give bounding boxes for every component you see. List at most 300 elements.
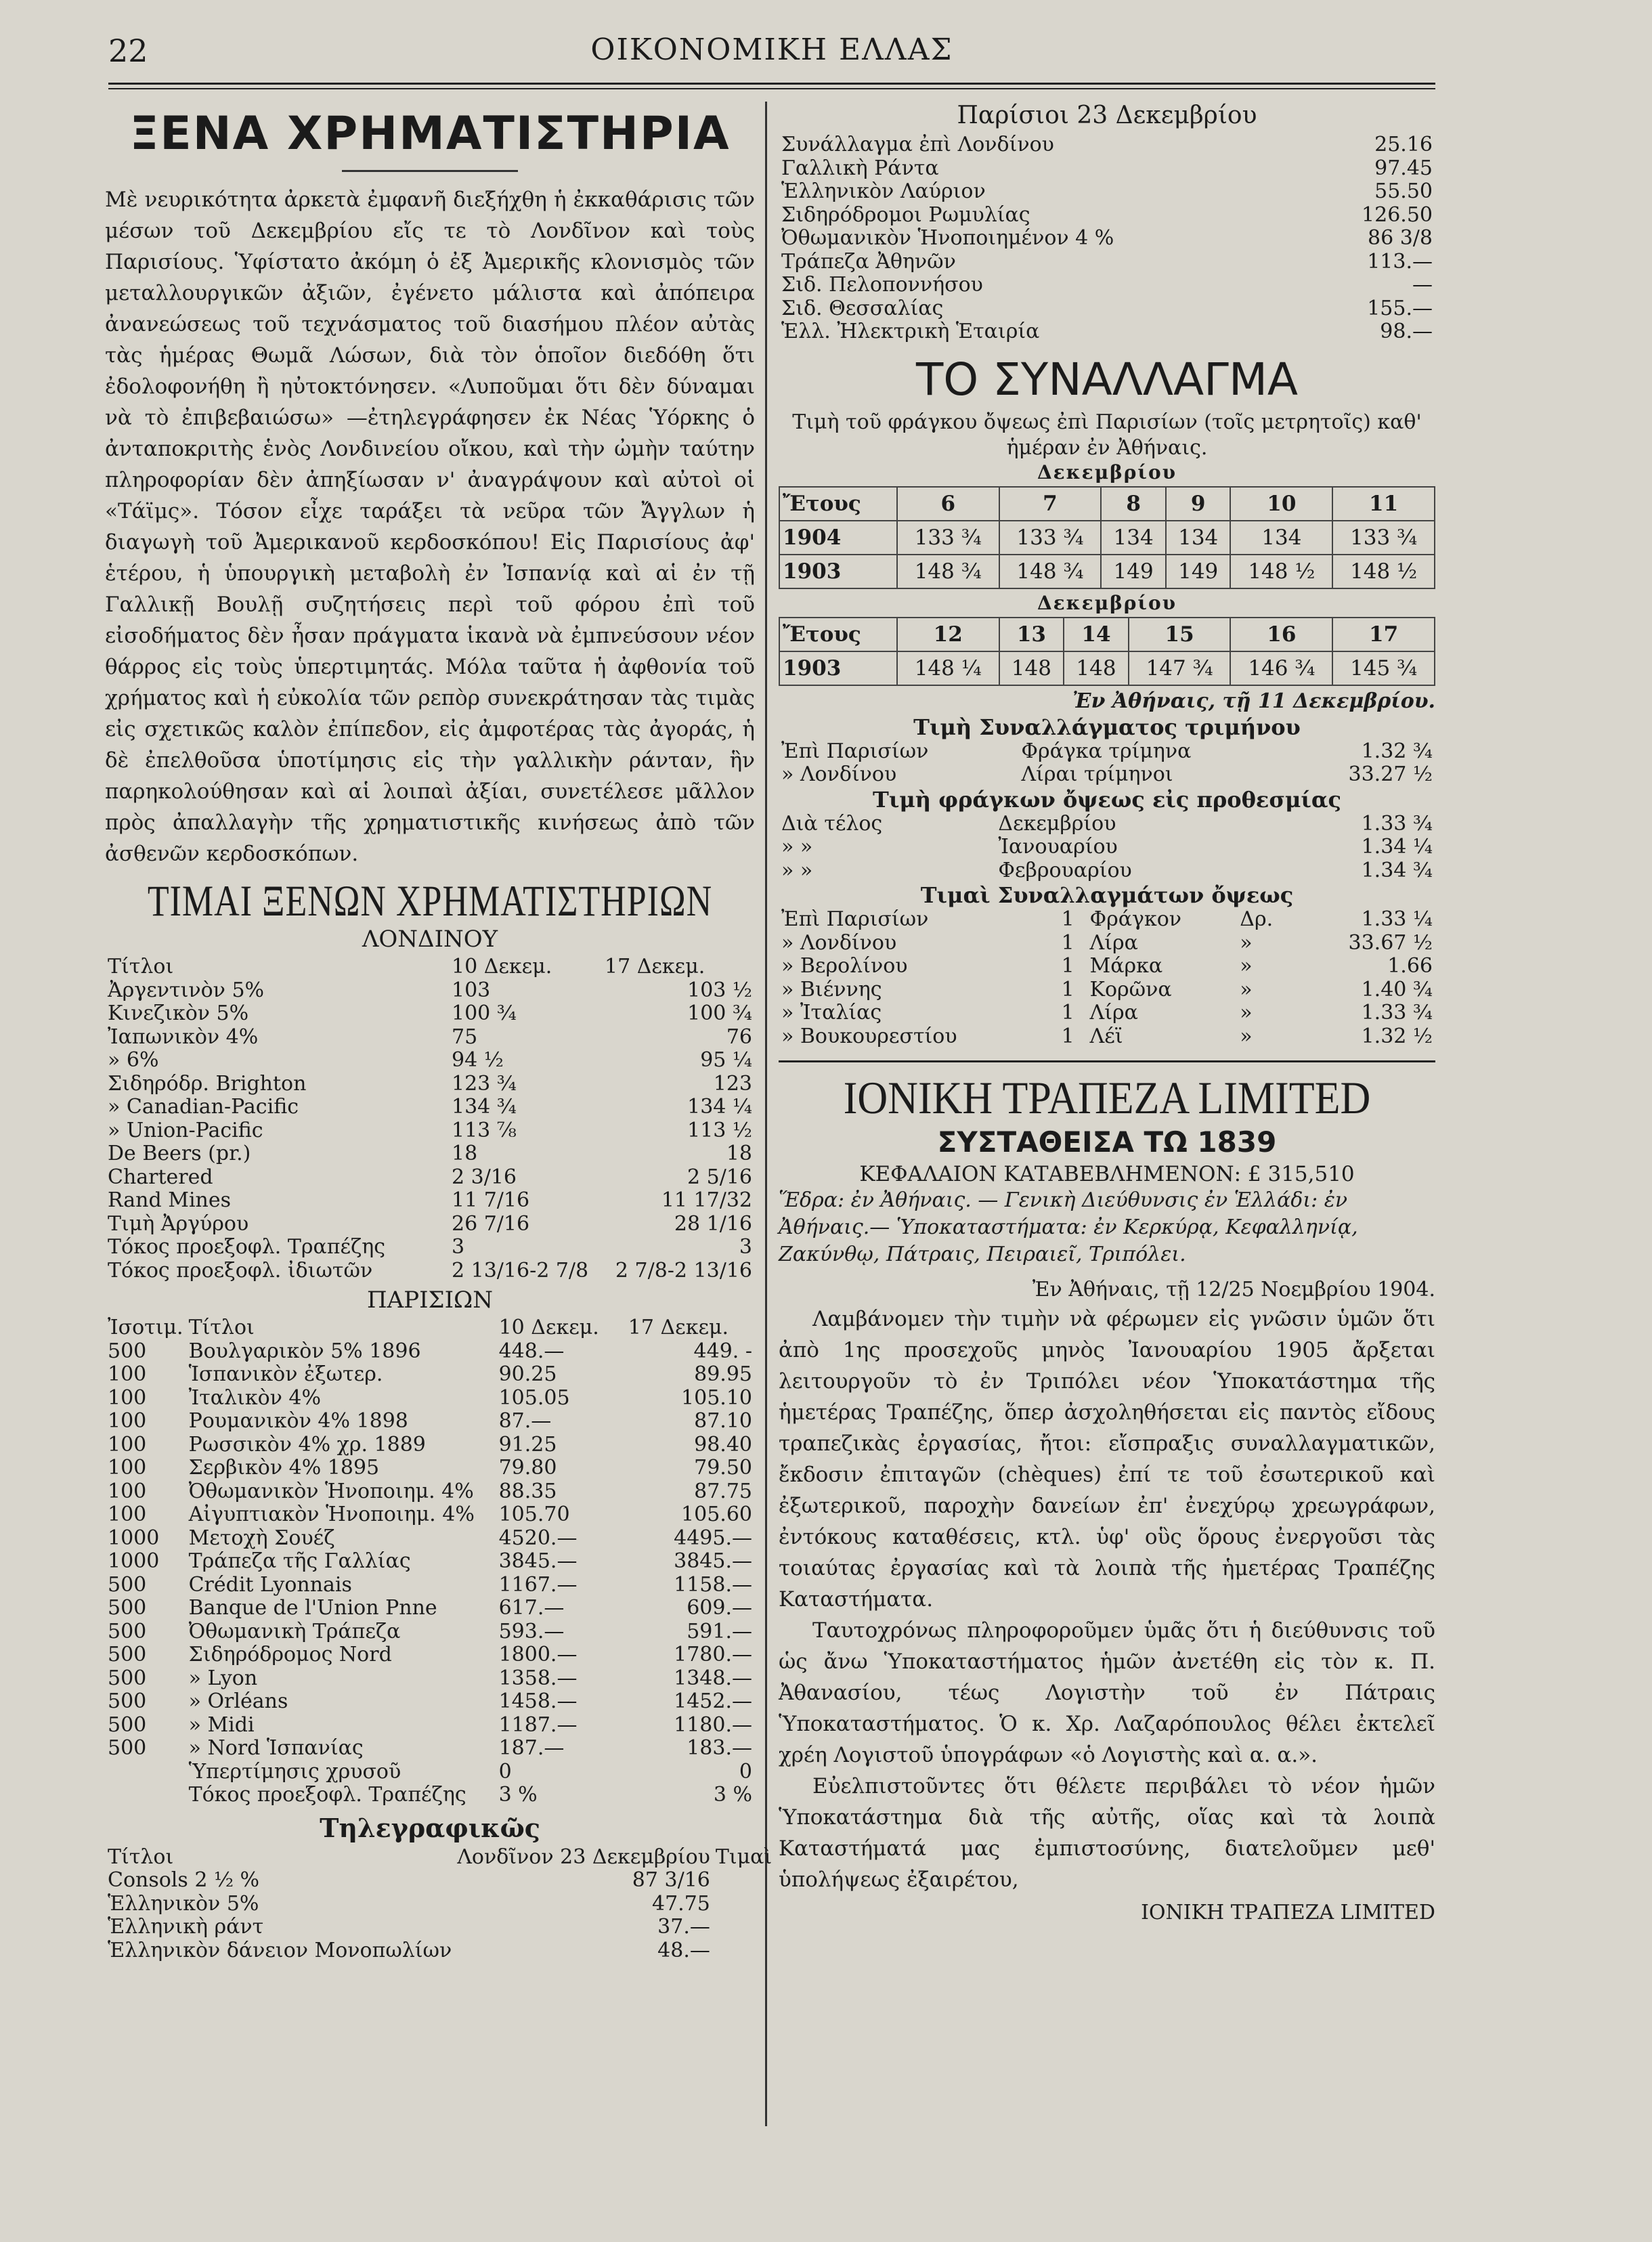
year-label: Ἔτους	[779, 487, 897, 521]
exchange-table-2	[779, 617, 1435, 686]
sight-cell: Δρ.	[1240, 907, 1274, 931]
paris23-row	[779, 227, 1435, 251]
paris-title: ΠΑΡΙΣΙΩΝ	[367, 1287, 493, 1314]
sight-row	[779, 932, 1435, 955]
sight-cell: Κορῶνα	[1089, 977, 1172, 1001]
paris23-cell: Ἑλλ. Ἠλεκτρικὴ Ἑταιρία	[781, 320, 1040, 343]
forward-cell: » »	[781, 835, 813, 859]
london-row	[105, 1073, 755, 1096]
london-cell: Ἰαπωνικὸν 4%	[108, 1025, 259, 1049]
rate-cell: 146 ¾	[1230, 651, 1332, 685]
bank-seat: Ἕδρα: ἐν Ἀθήναις. — Γενικὴ Διεύθυνσις ἐν Ἑλλάδι: ἐν Ἀθήναις.— Ὑποκαταστήματα: ἐν Κερκύρᾳ, Κεφαλληνίᾳ, Ζακύνθῳ, Πάτραις, Πειραιεῖ, Τριπόλει.	[779, 1188, 1358, 1266]
london-cell: 75	[452, 1025, 478, 1049]
rate-cell: 149	[1166, 555, 1231, 588]
paris-cell: 100	[108, 1503, 147, 1526]
paris23-row	[779, 297, 1435, 321]
rate-cell: 148 ¾	[897, 555, 999, 588]
sight-row	[779, 1025, 1435, 1049]
article-body: Μὲ νευρικότητα ἀρκετὰ ἐμφανῆ διεξήχθη ἡ ἐκκαθάρισις τῶν μέσων τοῦ Δεκεμβρίου εἴς τε τὸ Λονδῖνον καὶ τοὺς Παρισίους. Ὑφίστατο ἀκόμη ὁ ἐξ Ἀμερικῆς κλονισμὸς τῶν μεταλλουργικῶν ἀξιῶν, ἐγένετο μάλιστα καὶ ἀπόπειρα ἀνανεώσεως τοῦ τεχνάσματος τοῦ διασήμου πλέον αὐτὰς τὰς ἡμέρας Θωμᾶ Λώσων, διὰ τὸν ὁποῖον διεδόθη ὅτι ἐδολοφονήθη ἢ ηὐτοκτόνησεν. «Λυποῦμαι ὅτι δὲν δύναμαι νὰ τὸ ἐπιβεβαιώσω» —ἐτηλεγράφησεν ἐκ Νέας Ὑόρκης ὁ ἀνταποκριτὴς ἑνὸς Λονδινείου οἴκου, καὶ τὴν ὠμὴν ταύτην πληροφορίαν δὲν ἀπηξίωσαν ν' ἀναγράψουν καὶ αὐτοὶ οἱ «Τάϊμς». Τόσον εἶχε ταράξει τὰ νεῦρα τῶν Ἄγγλων ἡ διαγωγὴ τοῦ Ἀμερικανοῦ κερδοσκόπου! Εἰς Παρισίους ἀφ' ἑτέρου, ἡ ὑπουργικὴ μεταβολὴ ἐν Ἰσπανίᾳ καὶ αἱ ἐν τῇ Γαλλικῇ Βουλῇ συζητήσεις περὶ τοῦ φόρου ἐπὶ τοῦ εἰσοδήματος δὲν ἦσαν πράγματα ἱκανὰ νὰ ἐμπνεύσουν νέον θάρρος εἰς τοὺς ὑπερτιμητάς. Μόλα ταῦτα ἡ ἀφθονία τοῦ χρήματος καὶ ἡ εὐκολία τῶν ρεπὸρ συνεκράτησαν τὰς τιμὰς εἰς σχετικῶς καλὸν ἐπίπεδον, εἰς ἀμφοτέρας τὰς ἀγοράς, ἡ δὲ ἐπελθοῦσα ὑποτίμησις εἰς τὴν γαλλικὴν ράνταν, ἣν παρηκολούθησαν καὶ αἱ λοιπαὶ ἀξίαι, συνετέλεσε μᾶλλον πρὸς ἀπαλλαγὴν τῆς χρηματιστικῆς κινήσεως ἀπὸ τῶν ἀσθενῶν κερδοσκόπων.	[105, 188, 755, 866]
london-row	[105, 1236, 755, 1259]
paris-cell: 1780.—	[674, 1643, 752, 1666]
day-header: 11	[1332, 487, 1435, 521]
paris23-row	[779, 204, 1435, 228]
paris-cell: Crédit Lyonnais	[188, 1572, 352, 1597]
paris-cell	[105, 1784, 186, 1807]
paris23-cell: Γαλλικὴ Ράντα	[781, 156, 939, 180]
london-cell: 134 ¾	[452, 1095, 517, 1119]
telegraph-table	[105, 1846, 775, 1963]
paris-row	[105, 1503, 755, 1527]
paris-cell: 591.—	[687, 1619, 752, 1643]
paris-row	[105, 1620, 755, 1644]
paris-cell: 183.—	[687, 1736, 752, 1760]
sight-row	[779, 908, 1435, 932]
paris-cell: Μετοχὴ Σουέζ	[188, 1526, 335, 1550]
london-row	[105, 1049, 755, 1073]
rate-cell: 148	[1064, 651, 1129, 685]
s3-table	[779, 908, 1435, 1048]
s3-title: Τιμαὶ Συναλλαγμάτων ὄψεως	[920, 882, 1294, 908]
paris-cell: Ἰταλικὸν 4%	[188, 1385, 322, 1410]
sight-cell: 1	[1061, 1001, 1074, 1025]
exchange-header-row	[779, 487, 1435, 521]
paris23-title: Παρίσιοι 23 Δεκεμβρίου	[957, 102, 1257, 129]
sight-cell: » Ἰταλίας	[781, 1001, 882, 1025]
paris-cell: 500	[108, 1572, 147, 1597]
paris-row	[105, 1667, 755, 1691]
london-table	[105, 955, 755, 1282]
header-rule	[108, 83, 1435, 85]
london-cell: 3	[452, 1235, 465, 1259]
paris-cell: 100	[108, 1432, 147, 1457]
paris-cell: 89.95	[694, 1362, 752, 1386]
paris-header	[105, 1316, 755, 1340]
paris-cell: 500	[108, 1339, 147, 1363]
sight-cell: 1.33 ¼	[1361, 907, 1433, 931]
paris-row	[105, 1363, 755, 1387]
sight-cell: »	[1240, 954, 1253, 978]
rate-cell: 148 ¼	[897, 651, 999, 685]
paris-cell: 1180.—	[674, 1712, 752, 1737]
paris-cell: 79.80	[498, 1456, 557, 1480]
telegraph-cell: Consols 2 ½ %	[108, 1868, 260, 1892]
page-header	[108, 33, 1435, 87]
three-month-row	[779, 740, 1435, 764]
rate-cell: 148 ½	[1230, 555, 1332, 588]
telegraph-row	[105, 1939, 775, 1963]
prices-title: ΤΙΜΑΙ ΞΕΝΩΝ ΧΡΗΜΑΤΙΣΤΗΡΙΩΝ	[147, 877, 713, 926]
rate-cell: 147 ¾	[1129, 651, 1231, 685]
london-cell: 28 1/16	[674, 1211, 752, 1236]
london-row	[105, 1142, 755, 1166]
sight-cell: Μάρκα	[1089, 954, 1163, 978]
three-month-cell: » Λονδίνου	[781, 762, 897, 786]
title-rule	[342, 170, 518, 172]
sight-cell: 33.67 ½	[1348, 930, 1433, 955]
s2-table	[779, 813, 1435, 883]
rate-cell: 149	[1101, 555, 1166, 588]
paris-table	[105, 1316, 755, 1807]
paris-cell: 500	[108, 1736, 147, 1760]
london-cell: Τόκος προεξοφλ. Τραπέζης	[108, 1235, 386, 1259]
forward-cell: Διὰ τέλος	[781, 811, 883, 836]
paris-row	[105, 1761, 755, 1784]
day-header: 12	[897, 618, 999, 651]
paris-cell: 91.25	[498, 1432, 557, 1457]
paris23-cell: 126.50	[1362, 202, 1433, 227]
london-cell: » Canadian-Pacific	[108, 1095, 299, 1119]
sight-cell: Φράγκον	[1089, 907, 1181, 931]
rate-cell: 133 ¾	[897, 521, 999, 555]
paris-h-17: 17 Δεκεμ.	[628, 1316, 729, 1339]
london-cell: 76	[726, 1025, 752, 1049]
paris-cell: 500	[108, 1643, 147, 1666]
paris-cell: 79.50	[694, 1456, 752, 1480]
paris-cell: 500	[108, 1666, 147, 1690]
paris-cell: 90.25	[498, 1362, 557, 1386]
telegraph-cell: Ἑλληνικὸν δάνειον Μονοπωλίων	[108, 1938, 452, 1962]
london-row	[105, 1096, 755, 1119]
telegraph-h-london: Λονδῖνον 23 Δεκεμβρίου	[457, 1845, 710, 1869]
sight-cell: 1	[1061, 977, 1074, 1001]
exchange-title: ΤΟ ΣΥΝΑΛΛΑΓΜΑ	[915, 353, 1299, 406]
day-header: 6	[897, 487, 999, 521]
paris-cell: 593.—	[498, 1619, 565, 1643]
paris-h-10: 10 Δεκεμ.	[498, 1316, 599, 1339]
paris-cell: 105.60	[681, 1503, 752, 1526]
bank-para-2: Ταυτοχρόνως πληροφοροῦμεν ὑμᾶς ὅτι ἡ διεύθυνσις τοῦ ὡς ἄνω Ὑποκαταστήματος ἡμῶν ἀνετέθη εἰς τὸν κ. Π. Ἀθανασίου, τέως Λογιστὴν τοῦ ἐν Πάτραις Ὑποκαταστήματος. Ὁ κ. Χρ. Λαζαρόπουλος θέλει ἐκτελεῖ χρέη Λογιστοῦ ὑπογράφων «ὁ Λογιστὴς καὶ α. α.».	[779, 1618, 1435, 1767]
paris-cell: Τράπεζα τῆς Γαλλίας	[188, 1549, 411, 1573]
paris23-cell: 98.—	[1380, 320, 1433, 343]
paris-cell: Ὀθωμανικὸν Ἡνοποιημ. 4%	[188, 1479, 474, 1503]
paris-row	[105, 1480, 755, 1504]
london-cell: 95 ¼	[700, 1048, 752, 1072]
london-cell: 100 ¾	[452, 1001, 517, 1025]
sight-cell: 1	[1061, 1024, 1074, 1048]
paris-cell: Τόκος προεξοφλ. Τραπέζης	[188, 1783, 466, 1807]
three-month-cell: 1.32 ¾	[1361, 739, 1433, 763]
paris-row	[105, 1574, 755, 1597]
day-header: 17	[1332, 618, 1435, 651]
paris-cell: » Midi	[188, 1712, 255, 1737]
paris23-cell: Σιδ. Πελοποννήσου	[781, 273, 983, 297]
header-rule-2	[108, 88, 1435, 89]
rate-cell: 133 ¾	[999, 521, 1102, 555]
paris-cell: 98.40	[694, 1432, 752, 1457]
paris-cell: 1158.—	[674, 1572, 752, 1597]
paris-cell: 105.70	[498, 1503, 570, 1526]
sight-cell: »	[1240, 1024, 1253, 1048]
exchange-header-row	[779, 618, 1435, 651]
london-cell: 103	[452, 978, 491, 1002]
sight-cell: 1	[1061, 954, 1074, 978]
london-row	[105, 1002, 755, 1026]
bank-para-3: Εὐελπιστοῦντες ὅτι θέλετε περιβάλει τὸ νέον ἡμῶν Ὑποκατάστημα διὰ τῆς αὐτῆς, οἵας καὶ τὰ λοιπὰ Καταστήματά μας ἐμπιστοσύνης, διατελοῦμεν μεθ' ὑπολήψεως ἐξαιρέτου,	[779, 1774, 1435, 1892]
paris-row	[105, 1714, 755, 1738]
paris-cell: 448.—	[498, 1339, 565, 1363]
three-month-row	[779, 763, 1435, 787]
sight-cell: » Βουκουρεστίου	[781, 1024, 957, 1048]
three-month-cell: Ἐπὶ Παρισίων	[781, 739, 929, 763]
london-h-title: Τίτλοι	[108, 955, 174, 978]
london-cell: » Union-Pacific	[108, 1118, 263, 1142]
paris23-cell: Σιδ. Θεσσαλίας	[781, 296, 944, 320]
exchange-row	[779, 521, 1435, 555]
london-cell: Κινεζικὸν 5%	[108, 1001, 249, 1025]
london-row	[105, 1166, 755, 1190]
paris23-cell: 86 3/8	[1368, 226, 1433, 250]
paris-cell	[105, 1761, 186, 1784]
paris-cell: Banque de l'Union Pnne	[188, 1596, 437, 1620]
sight-cell: 1.40 ¾	[1361, 977, 1433, 1001]
paris-row	[105, 1737, 755, 1761]
paris-cell: Σιδηρόδρομος Nord	[188, 1643, 392, 1666]
forward-row	[779, 813, 1435, 836]
london-row	[105, 1189, 755, 1213]
paris-cell: 617.—	[498, 1596, 565, 1620]
london-cell: 3	[739, 1235, 752, 1259]
telegraph-header	[105, 1846, 775, 1870]
forward-cell: Φεβρουαρίου	[998, 858, 1132, 882]
bank-capital: ΚΕΦΑΛΑΙΟΝ ΚΑΤΑΒΕΒΛΗΜΕΝΟΝ: £ 315,510	[859, 1162, 1355, 1186]
paris23-cell: —	[1412, 273, 1433, 297]
paris-cell: 4520.—	[498, 1526, 578, 1550]
paris23-cell: Ὀθωμανικὸν Ἡνοποιημένον 4 %	[781, 226, 1114, 250]
day-header: 14	[1064, 618, 1129, 651]
paris23-cell: Ἑλληνικὸν Λαύριον	[781, 179, 986, 203]
athens-dateline: Ἐν Ἀθήναις, τῇ 11 Δεκεμβρίου.	[1072, 689, 1435, 713]
paris-cell: 1000	[108, 1526, 160, 1550]
paris-cell: 187.—	[498, 1736, 565, 1760]
paris-cell: 3 %	[713, 1783, 752, 1807]
paris-row	[105, 1527, 755, 1551]
sight-cell: »	[1240, 930, 1253, 955]
paris-cell: 100	[108, 1479, 147, 1503]
paris23-row	[779, 180, 1435, 204]
paris-cell: » Nord Ἱσπανίας	[188, 1736, 364, 1760]
paris-cell: 0	[498, 1759, 512, 1784]
london-cell: 18	[726, 1142, 752, 1165]
telegraph-cell: 47.75	[651, 1891, 710, 1916]
sight-cell: »	[1240, 977, 1253, 1001]
exchange-row	[779, 651, 1435, 685]
london-row	[105, 1119, 755, 1143]
three-month-cell: Φράγκα τρίμηνα	[1021, 739, 1192, 763]
telegraph-cell: 87 3/16	[632, 1868, 710, 1892]
london-cell: 94 ½	[452, 1048, 504, 1072]
london-row	[105, 979, 755, 1003]
paris23-row	[779, 157, 1435, 181]
section-title: ΞΕΝΑ ΧΡΗΜΑΤΙΣΤΗΡΙΑ	[129, 107, 731, 160]
day-header: 16	[1230, 618, 1332, 651]
paris-h-title: Τίτλοι	[188, 1316, 255, 1339]
telegraph-title: Τηλεγραφικῶς	[320, 1812, 540, 1843]
paris-cell: 1348.—	[674, 1666, 752, 1690]
telegraph-h-title: Τίτλοι	[108, 1845, 174, 1869]
paris-row	[105, 1597, 755, 1620]
rate-cell: 145 ¾	[1332, 651, 1435, 685]
sight-cell: 1	[1061, 907, 1074, 931]
london-cell: Ἀργεντινὸν 5%	[108, 978, 265, 1002]
forward-cell: Ἰανουαρίου	[998, 835, 1118, 859]
london-cell: 123	[713, 1071, 752, 1096]
sight-cell: Λίρα	[1089, 1001, 1138, 1025]
paris23-cell: 55.50	[1374, 179, 1433, 203]
telegraph-cell: 48.—	[657, 1938, 710, 1962]
paris23-cell: 97.45	[1374, 156, 1433, 180]
paris-cell: 609.—	[687, 1596, 752, 1620]
day-header: 10	[1230, 487, 1332, 521]
day-header: 7	[999, 487, 1102, 521]
year-cell: 1903	[779, 651, 897, 685]
london-cell: Chartered	[108, 1165, 213, 1189]
london-cell: 103 ½	[687, 978, 752, 1002]
bank-founded: ΣΥΣΤΑΘΕΙΣΑ ΤΩ 1839	[937, 1125, 1277, 1159]
telegraph-cell: Ἑλληνικὴ ράντ	[108, 1915, 264, 1939]
paris-cell: 100	[108, 1362, 147, 1386]
paris-row	[105, 1643, 755, 1667]
telegraph-row	[105, 1916, 775, 1939]
paris-cell: 1458.—	[498, 1689, 578, 1713]
paris-cell: Ὀθωμανικὴ Τράπεζα	[188, 1619, 401, 1643]
bank-rule	[779, 1060, 1435, 1062]
london-cell: » 6%	[108, 1048, 159, 1072]
paris-cell: 1187.—	[498, 1712, 578, 1737]
london-cell: 113 ⅞	[452, 1118, 517, 1142]
telegraph-h-prices: Τιμαὶ	[715, 1845, 773, 1869]
london-h-10: 10 Δεκεμ.	[452, 955, 552, 978]
three-month-cell: Λίραι τρίμηνοι	[1021, 762, 1173, 786]
london-cell: 2 7/8-2 13/16	[615, 1258, 752, 1282]
page-number: 22	[108, 33, 148, 69]
sight-cell: 1.32 ½	[1361, 1024, 1433, 1048]
london-cell: 134 ¼	[687, 1095, 752, 1119]
paris-h-parity: Ἰσοτιμ.	[108, 1316, 183, 1339]
paris-cell: Ὑπερτίμησις χρυσοῦ	[188, 1759, 401, 1784]
paris-row	[105, 1457, 755, 1480]
paris-cell: 105.10	[681, 1385, 752, 1410]
sight-cell: Λίρα	[1089, 930, 1138, 955]
paris23-row	[779, 251, 1435, 274]
rate-cell: 148 ¾	[999, 555, 1102, 588]
paris-cell: 4495.—	[674, 1526, 752, 1550]
forward-cell: » »	[781, 858, 813, 882]
rate-cell: 148 ½	[1332, 555, 1435, 588]
london-cell: 113 ½	[687, 1118, 752, 1142]
paris-cell: » Lyon	[188, 1666, 258, 1690]
paris-cell: 1000	[108, 1549, 160, 1573]
london-cell: 2 13/16-2 7/8	[452, 1258, 589, 1282]
paris-cell: 449. -	[693, 1339, 752, 1363]
day-header: 9	[1166, 487, 1231, 521]
forward-cell: Δεκεμβρίου	[998, 811, 1116, 836]
rate-cell: 134	[1166, 521, 1231, 555]
year-cell: 1903	[779, 555, 897, 588]
london-cell: Τιμὴ Ἀργύρου	[108, 1211, 249, 1236]
paris23-cell: Σιδηρόδρομοι Ρωμυλίας	[781, 202, 1030, 227]
paris-row	[105, 1690, 755, 1714]
rate-cell: 134	[1101, 521, 1166, 555]
sight-cell: 1.66	[1387, 954, 1433, 978]
london-cell: Τόκος προεξοφλ. ἰδιωτῶν	[108, 1258, 373, 1282]
paris-cell: 1452.—	[674, 1689, 752, 1713]
sight-cell: » Λονδίνου	[781, 930, 897, 955]
right-column	[779, 102, 1435, 1926]
exchange-row	[779, 555, 1435, 588]
forward-cell: 1.34 ¼	[1361, 835, 1433, 859]
paris-cell: 105.05	[498, 1385, 570, 1410]
sight-cell: Ἐπὶ Παρισίων	[781, 907, 929, 931]
london-cell: 2 5/16	[687, 1165, 752, 1189]
forward-cell: 1.34 ¾	[1361, 858, 1433, 882]
bank-title: ΙΟΝΙΚΗ ΤΡΑΠΕΖΑ LIMITED	[843, 1073, 1371, 1124]
paris23-row	[779, 274, 1435, 297]
paris-cell: 500	[108, 1596, 147, 1620]
paris-cell: 500	[108, 1689, 147, 1713]
sight-row	[779, 978, 1435, 1002]
day-header: 8	[1101, 487, 1166, 521]
paris23-cell: 155.—	[1367, 296, 1433, 320]
telegraph-cell: Ἑλληνικὸν 5%	[108, 1891, 259, 1916]
rate-cell: 148	[999, 651, 1064, 685]
paris-cell: Ρωσσικὸν 4% χρ. 1889	[188, 1432, 426, 1457]
paris23-cell: Συνάλλαγμα ἐπὶ Λονδίνου	[781, 133, 1054, 156]
exchange-table-1	[779, 486, 1435, 589]
day-header: 15	[1129, 618, 1231, 651]
paris-cell: 1800.—	[498, 1643, 578, 1666]
year-cell: 1904	[779, 521, 897, 555]
paris-cell: Ρουμανικὸν 4% 1898	[188, 1409, 408, 1433]
london-row	[105, 1259, 755, 1283]
paris23-cell: 25.16	[1374, 133, 1433, 156]
sight-cell: 1.33 ¾	[1361, 1001, 1433, 1025]
paris-cell: Σερβικὸν 4% 1895	[188, 1456, 380, 1480]
paris-row	[105, 1410, 755, 1433]
paris-cell: 87.75	[694, 1479, 752, 1503]
telegraph-row	[105, 1869, 775, 1893]
london-cell: Σιδηρόδρ. Brighton	[108, 1071, 307, 1096]
paris-cell: 3845.—	[498, 1549, 578, 1573]
telegraph-row	[105, 1893, 775, 1916]
sight-row	[779, 955, 1435, 978]
exchange-caption: Τιμὴ τοῦ φράγκου ὄψεως ἐπὶ Παρισίων (τοῖς μετρητοῖς) καθ' ἡμέραν ἐν Ἀθήναις.	[792, 410, 1422, 460]
journal-title: ΟΙΚΟΝΟΜΙΚΗ ΕΛΛΑΣ	[590, 33, 953, 67]
london-title: ΛΟΝΔΙΝΟΥ	[362, 926, 498, 953]
paris-row	[105, 1340, 755, 1364]
month-label-1: Δεκεμβρίου	[1037, 460, 1177, 483]
london-cell: 11 7/16	[452, 1188, 530, 1212]
paris-cell: 500	[108, 1712, 147, 1737]
london-cell: 2 3/16	[452, 1165, 517, 1189]
bank-signature: ΙΟΝΙΚΗ ΤΡΑΠΕΖΑ LIMITED	[1141, 1901, 1435, 1924]
paris23-row	[779, 320, 1435, 344]
s1-table	[779, 740, 1435, 787]
paris-cell: 87.—	[498, 1409, 552, 1433]
london-cell: 18	[452, 1142, 478, 1165]
paris-row	[105, 1550, 755, 1574]
london-row	[105, 1213, 755, 1236]
paris-cell: 100	[108, 1409, 147, 1433]
sight-cell: » Βιέννης	[781, 977, 882, 1001]
paris-cell: 87.10	[694, 1409, 752, 1433]
paris-cell: 100	[108, 1385, 147, 1410]
paris-cell: 500	[108, 1619, 147, 1643]
paris-row	[105, 1387, 755, 1410]
bank-para-1: Λαμβάνομεν τὴν τιμὴν νὰ φέρωμεν εἰς γνῶσιν ὑμῶν ὅτι ἀπὸ 1ης προσεχοῦς μηνὸς Ἰανουαρίου 1905 ἄρξεται λειτουργοῦν τὸ ἐν Τριπόλει νέον Ὑποκατάστημα τῆς ἡμετέρας Τραπέζης, ὅπερ ἀσχοληθήσεται εἰς παντὸς εἴδους τραπεζικὰς ἐργασίας, ἤτοι: εἴσπραξις συναλλαγματικῶν, ἔκδοσιν ἐπιταγῶν (chèques) ἐπί τε τοῦ ἐσωτερικοῦ καὶ ἐξωτερικοῦ, παροχὴν δανείων ἐπ' ἐνεχύρῳ χρεωγράφων, ἐντόκους καταθέσεις, κτλ. ὑφ' οὓς ὅρους ἐνεργοῦσι τὰς τοιαύτας ἐργασίας καὶ τὰ λοιπὰ τῆς ἡμετέρας Τραπέζης Καταστήματα.	[779, 1307, 1435, 1612]
paris-row	[105, 1784, 755, 1807]
london-cell: Rand Mines	[108, 1188, 232, 1212]
day-header: 13	[999, 618, 1064, 651]
